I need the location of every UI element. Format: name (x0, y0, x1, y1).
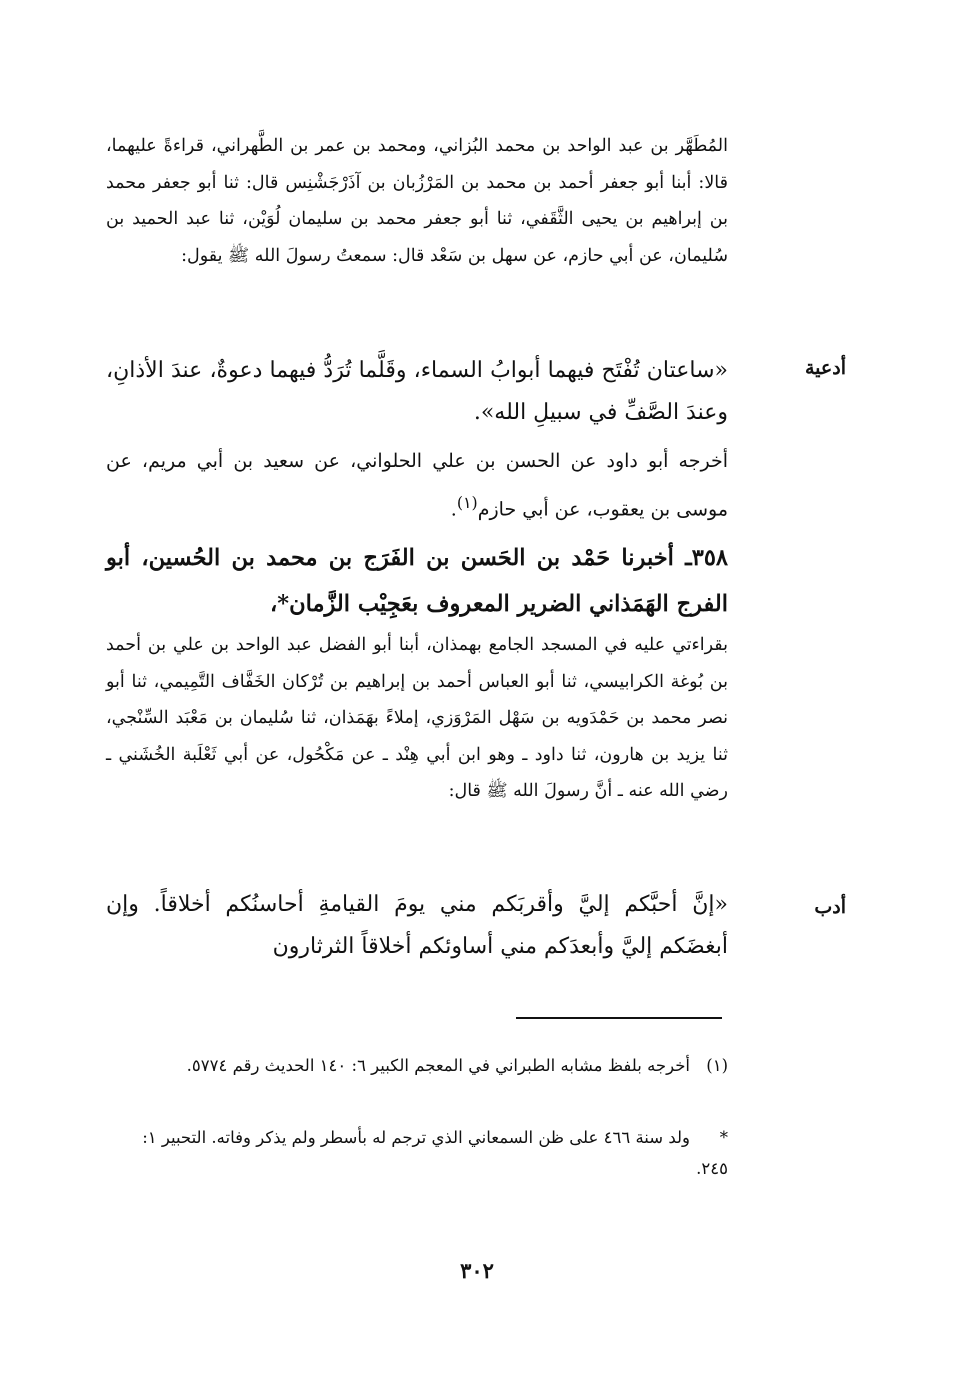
hadith-358-isnad: بقراءتي عليه في المسجد الجامع بهمذان، أبنا أبو الفضل عبد الواحد بن علي بن أحمد بن بُوغة الكرابيسي، ثنا أبو العباس أحمد بن إبراهيم بن تُرْكان الخَفَّاف التَّمِيمي، ثنا أبو نصر محمد بن حَمْدَويه بن سَهْل المَرْوَزي، إملاءً بهَمَذان، ثنا سُليمان بن مَعْبَد السِّنْجي، ثنا يزيد بن هارون، ثنا داود ـ وهو ابن أبي هِنْد ـ عن مَكْحُول، عن أبي ثَعْلَبة الخُشَني ـ رضي الله عنه ـ أنَّ رسولَ الله ﷺ قال: (106, 635, 728, 801)
margin-note-supplications: أدعية (805, 357, 846, 379)
footnote-mark: (١) (706, 1056, 728, 1075)
hadith-text-2: «إنَّ أحبَّكم إليَّ وأقربَكم مني يومَ القيامةِ أحاسنُكم أخلاقاً. وإن أبغضَكم إليَّ وأبعدَكم مني أساوئكم أخلاقاً الثرثارون (106, 892, 728, 959)
page-number: ٣٠٢ (460, 1258, 494, 1283)
hadith-358-heading: ٣٥٨ـ أخبرنا حَمْد بن الحَسن بن الفَرَج بن محمد بن الحُسين، أبو الفرج الهَمَذاني الضرير المعروف بعَجِيْب الزَّمان*، (106, 545, 728, 617)
isnad-paragraph: المُطَهَّر بن عبد الواحد بن محمد البُزاني، ومحمد بن عمر بن الطَّهراني، قراءةً عليهما، قالا: أبنا أبو جعفر أحمد بن محمد بن المَرْزُبان بن آذَرْجَشْنِس قال: ثنا أبو جعفر محمد بن إبراهيم بن يحيى الثَّقَفي، ثنا أبو جعفر محمد بن سليمان لُوَيْن، ثنا عبد الحميد بن سُليمان، عن أبي حازم، عن سهل بن سَعْد قال: سمعتُ رسولَ الله ﷺ يقول: (106, 136, 728, 266)
takhrij-paragraph (106, 440, 728, 530)
footnote-separator (516, 1017, 722, 1019)
hadith-text-1: «ساعتان تُفْتَح فيهما أبوابُ السماء، وقَلَّما تُرَدُّ فيهما دعوةٌ، عندَ الأذانِ، وعندَ الصَّفِّ في سبيلِ الله». (106, 358, 728, 425)
footnote-2 (106, 1122, 728, 1184)
footnote-mark: * (719, 1128, 728, 1147)
takhrij-text: أخرجه أبو داود عن الحسن بن علي الحلواني، عن سعيد بن أبي مريم، عن موسى بن يعقوب، عن أبي حازم (106, 450, 728, 521)
footnote-ref-1: (١) (456, 493, 478, 512)
footnote-text: أخرجه بلفظ مشابه الطبراني في المعجم الكبير ٦: ١٤٠ الحديث رقم ٥٧٧٤. (186, 1056, 690, 1075)
footnote-1 (106, 1050, 728, 1081)
footnote-text: ولد سنة ٤٦٦ على ظن السمعاني الذي ترجم له بأسطر ولم يذكر وفاته. التحبير ١: ٢٤٥. (142, 1128, 728, 1178)
margin-note-manners: أدب (814, 896, 846, 918)
takhrij-end: . (450, 498, 457, 521)
